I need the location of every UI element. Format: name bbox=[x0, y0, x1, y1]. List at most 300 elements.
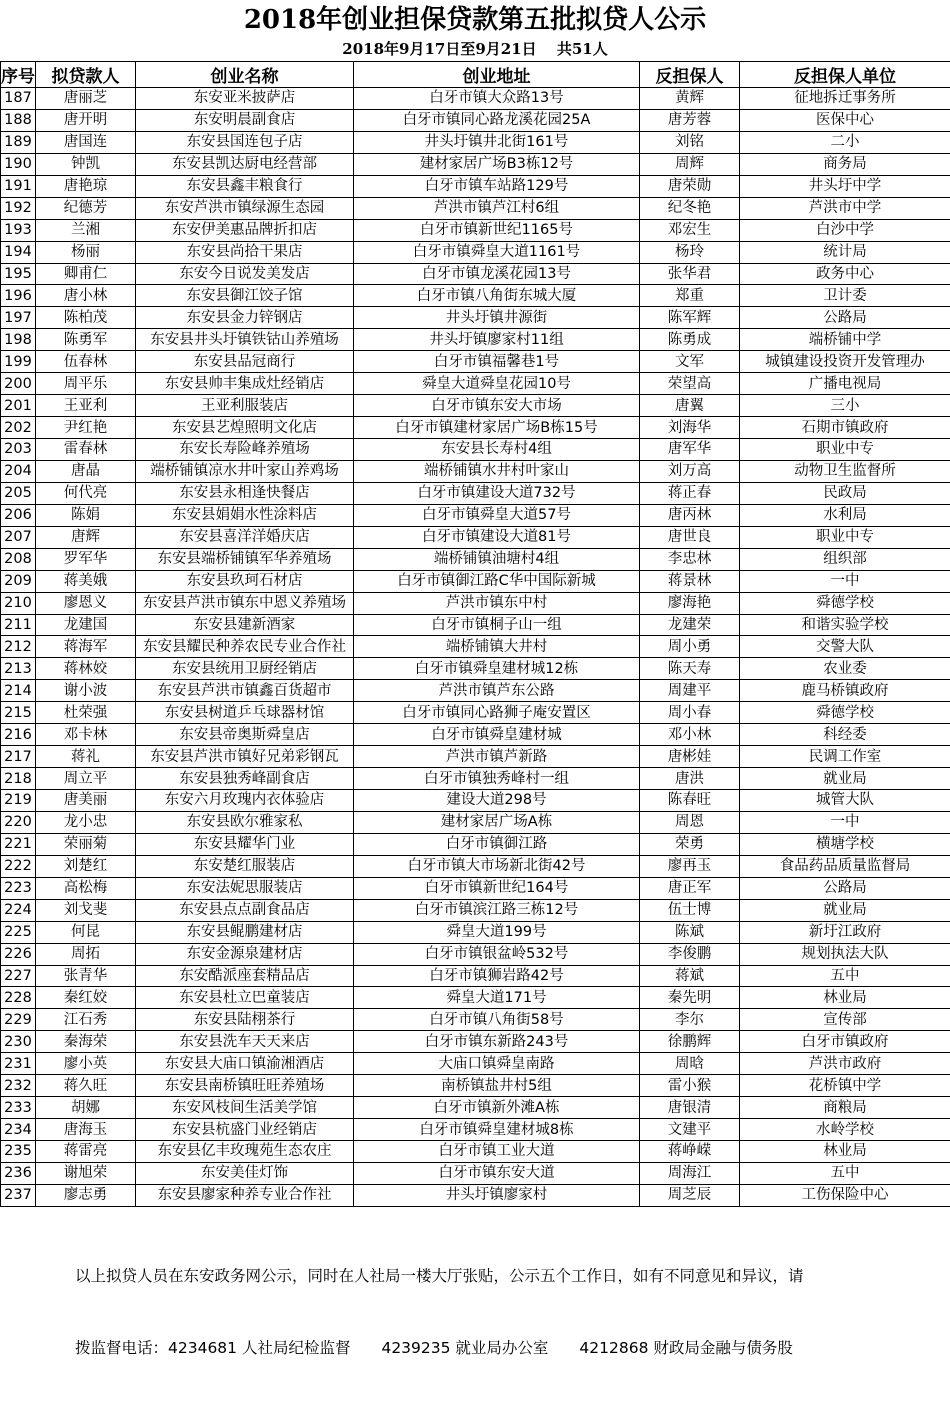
cell-guarantor-unit: 食品药品质量监督局 bbox=[740, 855, 950, 877]
cell-business-address: 白牙市镇建材家居广场B栋15号 bbox=[354, 417, 640, 439]
cell-guarantor: 周晗 bbox=[640, 1053, 740, 1075]
cell-guarantor-unit: 政务中心 bbox=[740, 263, 950, 285]
cell-borrower: 唐晶 bbox=[36, 460, 136, 482]
cell-borrower: 秦红姣 bbox=[36, 987, 136, 1009]
cell-seq: 194 bbox=[1, 241, 36, 263]
cell-business-address: 大庙口镇舜皇南路 bbox=[354, 1053, 640, 1075]
cell-seq: 197 bbox=[1, 307, 36, 329]
cell-guarantor: 唐洪 bbox=[640, 768, 740, 790]
cell-guarantor-unit: 新圩江政府 bbox=[740, 921, 950, 943]
cell-seq: 200 bbox=[1, 373, 36, 395]
cell-business-address: 芦洪市镇芦江村6组 bbox=[354, 197, 640, 219]
cell-business-name: 东安县鲲鹏建材店 bbox=[136, 921, 354, 943]
cell-business-name: 东安县玖珂石材店 bbox=[136, 570, 354, 592]
cell-business-name: 东安县耀华门业 bbox=[136, 833, 354, 855]
table-row bbox=[1, 197, 950, 219]
table-row bbox=[1, 504, 950, 526]
cell-guarantor: 邓宏生 bbox=[640, 219, 740, 241]
cell-guarantor: 廖再玉 bbox=[640, 855, 740, 877]
cell-guarantor: 纪冬艳 bbox=[640, 197, 740, 219]
cell-seq: 189 bbox=[1, 131, 36, 153]
cell-business-address: 白牙市镇舜皇建材城12栋 bbox=[354, 658, 640, 680]
cell-guarantor: 唐翼 bbox=[640, 395, 740, 417]
cell-seq: 235 bbox=[1, 1141, 36, 1163]
cell-borrower: 陈勇军 bbox=[36, 329, 136, 351]
cell-business-address: 端桥铺镇水井村叶家山 bbox=[354, 460, 640, 482]
cell-business-address: 南桥镇盐井村5组 bbox=[354, 1075, 640, 1097]
cell-guarantor: 文建平 bbox=[640, 1119, 740, 1141]
cell-seq: 198 bbox=[1, 329, 36, 351]
table-row bbox=[1, 1141, 950, 1163]
cell-business-name: 东安县鑫丰粮食行 bbox=[136, 175, 354, 197]
cell-business-name: 东安县大庙口镇渝湘酒店 bbox=[136, 1053, 354, 1075]
cell-guarantor: 唐银清 bbox=[640, 1097, 740, 1119]
cell-seq: 203 bbox=[1, 439, 36, 461]
cell-business-name: 东安县艺煌照明文化店 bbox=[136, 417, 354, 439]
cell-business-name: 东安县欧尔雅家私 bbox=[136, 811, 354, 833]
cell-guarantor-unit: 林业局 bbox=[740, 1141, 950, 1163]
table-row bbox=[1, 307, 950, 329]
cell-guarantor-unit: 城镇建设投资开发管理办 bbox=[740, 351, 950, 373]
cell-borrower: 蒋林姣 bbox=[36, 658, 136, 680]
cell-business-address: 白牙市镇新外滩A栋 bbox=[354, 1097, 640, 1119]
cell-guarantor: 郑重 bbox=[640, 285, 740, 307]
cell-borrower: 罗军华 bbox=[36, 548, 136, 570]
table-row bbox=[1, 680, 950, 702]
table-row bbox=[1, 482, 950, 504]
cell-borrower: 陈柏茂 bbox=[36, 307, 136, 329]
cell-business-address: 端桥铺镇油塘村4组 bbox=[354, 548, 640, 570]
cell-borrower: 谢小波 bbox=[36, 680, 136, 702]
cell-guarantor-unit: 职业中专 bbox=[740, 526, 950, 548]
cell-business-name: 东安县芦洪市镇东中恩义养殖场 bbox=[136, 592, 354, 614]
cell-borrower: 龙小忠 bbox=[36, 811, 136, 833]
cell-seq: 190 bbox=[1, 153, 36, 175]
cell-guarantor-unit: 广播电视局 bbox=[740, 373, 950, 395]
cell-seq: 226 bbox=[1, 943, 36, 965]
cell-business-name: 东安县南桥镇旺旺养殖场 bbox=[136, 1075, 354, 1097]
cell-guarantor: 唐世良 bbox=[640, 526, 740, 548]
cell-borrower: 唐海玉 bbox=[36, 1119, 136, 1141]
cell-business-address: 白牙市镇御江路C华中国际新城 bbox=[354, 570, 640, 592]
cell-borrower: 荣丽菊 bbox=[36, 833, 136, 855]
cell-seq: 217 bbox=[1, 746, 36, 768]
table-row bbox=[1, 702, 950, 724]
cell-business-name: 东安金源泉建材店 bbox=[136, 943, 354, 965]
cell-guarantor-unit: 宣传部 bbox=[740, 1009, 950, 1031]
cell-business-address: 井头圩镇井北街161号 bbox=[354, 131, 640, 153]
cell-borrower: 唐小林 bbox=[36, 285, 136, 307]
cell-guarantor-unit: 就业局 bbox=[740, 768, 950, 790]
cell-borrower: 胡娜 bbox=[36, 1097, 136, 1119]
cell-business-name: 东安县统用卫厨经销店 bbox=[136, 658, 354, 680]
cell-business-address: 白牙市镇独秀峰村一组 bbox=[354, 768, 640, 790]
cell-business-address: 白牙市镇舜皇大道1161号 bbox=[354, 241, 640, 263]
cell-business-name: 东安酷派座套精品店 bbox=[136, 965, 354, 987]
table-row bbox=[1, 943, 950, 965]
cell-business-address: 建材家居广场B3栋12号 bbox=[354, 153, 640, 175]
cell-seq: 231 bbox=[1, 1053, 36, 1075]
cell-seq: 225 bbox=[1, 921, 36, 943]
cell-business-address: 白牙市镇八角街东城大厦 bbox=[354, 285, 640, 307]
cell-borrower: 蒋久旺 bbox=[36, 1075, 136, 1097]
cell-seq: 227 bbox=[1, 965, 36, 987]
cell-business-name: 东安今日说发美发店 bbox=[136, 263, 354, 285]
footer-line-1: 以上拟贷人员在东安政务网公示，同时在人社局一楼大厅张贴，公示五个工作日，如有不同意见和异议，请 bbox=[0, 1264, 950, 1288]
cell-guarantor-unit: 石期市镇政府 bbox=[740, 417, 950, 439]
cell-seq: 230 bbox=[1, 1031, 36, 1053]
cell-business-address: 白牙市镇桐子山一组 bbox=[354, 614, 640, 636]
cell-business-address: 芦洪市镇芦东公路 bbox=[354, 680, 640, 702]
cell-business-address: 白牙市镇新世纪164号 bbox=[354, 877, 640, 899]
cell-borrower: 蒋海军 bbox=[36, 636, 136, 658]
cell-borrower: 杜荣强 bbox=[36, 702, 136, 724]
cell-guarantor-unit: 白沙中学 bbox=[740, 219, 950, 241]
cell-guarantor: 刘万高 bbox=[640, 460, 740, 482]
cell-business-name: 东安县娟娟水性涂料店 bbox=[136, 504, 354, 526]
cell-guarantor: 荣望高 bbox=[640, 373, 740, 395]
cell-business-address: 白牙市镇舜皇建材城 bbox=[354, 724, 640, 746]
cell-guarantor-unit: 鹿马桥镇政府 bbox=[740, 680, 950, 702]
cell-guarantor-unit: 卫计委 bbox=[740, 285, 950, 307]
cell-guarantor: 唐芳蓉 bbox=[640, 109, 740, 131]
cell-business-name: 东安美佳灯饰 bbox=[136, 1162, 354, 1184]
cell-business-address: 白牙市镇舜皇建材城8栋 bbox=[354, 1119, 640, 1141]
table-row bbox=[1, 833, 950, 855]
table-row bbox=[1, 570, 950, 592]
cell-guarantor-unit: 横塘学校 bbox=[740, 833, 950, 855]
cell-business-name: 东安芦洪市镇绿源生态园 bbox=[136, 197, 354, 219]
cell-business-address: 白牙市镇东安大道 bbox=[354, 1162, 640, 1184]
cell-business-name: 东安县喜洋洋婚庆店 bbox=[136, 526, 354, 548]
cell-business-name: 东安伊美惠品牌折扣店 bbox=[136, 219, 354, 241]
cell-business-name: 东安县杜立巴童装店 bbox=[136, 987, 354, 1009]
cell-seq: 232 bbox=[1, 1075, 36, 1097]
cell-business-address: 白牙市镇同心路龙溪花园25A bbox=[354, 109, 640, 131]
cell-guarantor: 陈春旺 bbox=[640, 790, 740, 812]
cell-guarantor: 蒋峥嵘 bbox=[640, 1141, 740, 1163]
table-row bbox=[1, 965, 950, 987]
cell-guarantor-unit: 一中 bbox=[740, 570, 950, 592]
table-row bbox=[1, 1119, 950, 1141]
cell-business-name: 东安县端桥铺镇军华养殖场 bbox=[136, 548, 354, 570]
cell-borrower: 龙建国 bbox=[36, 614, 136, 636]
cell-seq: 233 bbox=[1, 1097, 36, 1119]
cell-guarantor-unit: 民调工作室 bbox=[740, 746, 950, 768]
borrower-table bbox=[0, 61, 950, 1207]
cell-business-name: 东安风枝间生活美学馆 bbox=[136, 1097, 354, 1119]
cell-guarantor: 秦先明 bbox=[640, 987, 740, 1009]
cell-guarantor: 唐正军 bbox=[640, 877, 740, 899]
table-row bbox=[1, 1162, 950, 1184]
cell-seq: 237 bbox=[1, 1184, 36, 1206]
cell-business-name: 东安县杭盛门业经销店 bbox=[136, 1119, 354, 1141]
cell-borrower: 刘楚红 bbox=[36, 855, 136, 877]
cell-borrower: 杨丽 bbox=[36, 241, 136, 263]
table-row bbox=[1, 241, 950, 263]
cell-business-address: 白牙市镇车站路129号 bbox=[354, 175, 640, 197]
cell-borrower: 唐丽芝 bbox=[36, 88, 136, 110]
table-row bbox=[1, 921, 950, 943]
cell-seq: 218 bbox=[1, 768, 36, 790]
cell-borrower: 谢旭荣 bbox=[36, 1162, 136, 1184]
cell-business-address: 舜皇大道舜皇花园10号 bbox=[354, 373, 640, 395]
column-header-borrower: 拟贷款人 bbox=[36, 62, 136, 88]
cell-guarantor-unit: 五中 bbox=[740, 965, 950, 987]
cell-business-name: 东安亚米披萨店 bbox=[136, 88, 354, 110]
column-header-business-address: 创业地址 bbox=[354, 62, 640, 88]
cell-borrower: 唐辉 bbox=[36, 526, 136, 548]
footer-line-2: 拨监督电话：4234681 人社局纪检监督 4239235 就业局办公室 4212868 财政局金融与债务股 bbox=[0, 1336, 950, 1360]
cell-business-address: 井头圩镇井源街 bbox=[354, 307, 640, 329]
cell-guarantor-unit: 水岭学校 bbox=[740, 1119, 950, 1141]
column-header-seq: 序号 bbox=[1, 62, 36, 88]
table-row bbox=[1, 439, 950, 461]
cell-seq: 210 bbox=[1, 592, 36, 614]
cell-guarantor-unit: 花桥镇中学 bbox=[740, 1075, 950, 1097]
cell-guarantor-unit: 民政局 bbox=[740, 482, 950, 504]
cell-guarantor-unit: 三小 bbox=[740, 395, 950, 417]
cell-seq: 209 bbox=[1, 570, 36, 592]
cell-borrower: 廖恩义 bbox=[36, 592, 136, 614]
cell-guarantor-unit: 征地拆迁事务所 bbox=[740, 88, 950, 110]
cell-guarantor: 唐军华 bbox=[640, 439, 740, 461]
table-row bbox=[1, 526, 950, 548]
cell-guarantor: 周辉 bbox=[640, 153, 740, 175]
cell-business-address: 白牙市镇狮岩路42号 bbox=[354, 965, 640, 987]
cell-borrower: 周平乐 bbox=[36, 373, 136, 395]
cell-guarantor: 周小勇 bbox=[640, 636, 740, 658]
cell-guarantor-unit: 白牙市镇政府 bbox=[740, 1031, 950, 1053]
cell-guarantor-unit: 商务局 bbox=[740, 153, 950, 175]
cell-business-address: 白牙市镇新世纪1165号 bbox=[354, 219, 640, 241]
cell-business-address: 白牙市镇龙溪花园13号 bbox=[354, 263, 640, 285]
cell-business-name: 东安县建新酒家 bbox=[136, 614, 354, 636]
table-row bbox=[1, 153, 950, 175]
cell-borrower: 纪德芳 bbox=[36, 197, 136, 219]
cell-guarantor: 雷小猴 bbox=[640, 1075, 740, 1097]
cell-borrower: 廖志勇 bbox=[36, 1184, 136, 1206]
table-row bbox=[1, 88, 950, 110]
cell-business-address: 白牙市镇八角街58号 bbox=[354, 1009, 640, 1031]
cell-guarantor: 荣勇 bbox=[640, 833, 740, 855]
cell-guarantor: 李忠林 bbox=[640, 548, 740, 570]
cell-business-name: 东安县帝奥斯舜皇店 bbox=[136, 724, 354, 746]
cell-guarantor-unit: 动物卫生监督所 bbox=[740, 460, 950, 482]
cell-business-address: 井头圩镇廖家村 bbox=[354, 1184, 640, 1206]
cell-guarantor: 蒋景林 bbox=[640, 570, 740, 592]
table-row bbox=[1, 724, 950, 746]
cell-guarantor-unit: 农业委 bbox=[740, 658, 950, 680]
table-row bbox=[1, 1009, 950, 1031]
cell-borrower: 兰湘 bbox=[36, 219, 136, 241]
cell-business-address: 端桥铺镇大井村 bbox=[354, 636, 640, 658]
cell-guarantor-unit: 舜德学校 bbox=[740, 592, 950, 614]
cell-seq: 216 bbox=[1, 724, 36, 746]
cell-guarantor-unit: 和谐实验学校 bbox=[740, 614, 950, 636]
cell-business-name: 东安县廖家种养专业合作社 bbox=[136, 1184, 354, 1206]
table-row bbox=[1, 1097, 950, 1119]
cell-seq: 224 bbox=[1, 899, 36, 921]
cell-borrower: 何代亮 bbox=[36, 482, 136, 504]
table-row bbox=[1, 877, 950, 899]
cell-guarantor: 刘海华 bbox=[640, 417, 740, 439]
cell-guarantor: 周海江 bbox=[640, 1162, 740, 1184]
cell-business-name: 东安县点点副食品店 bbox=[136, 899, 354, 921]
column-header-business-name: 创业名称 bbox=[136, 62, 354, 88]
cell-business-name: 东安县国连包子店 bbox=[136, 131, 354, 153]
cell-guarantor: 龙建荣 bbox=[640, 614, 740, 636]
cell-borrower: 江石秀 bbox=[36, 1009, 136, 1031]
cell-seq: 219 bbox=[1, 790, 36, 812]
cell-business-address: 芦洪市镇东中村 bbox=[354, 592, 640, 614]
cell-guarantor: 周芝辰 bbox=[640, 1184, 740, 1206]
cell-guarantor-unit: 二小 bbox=[740, 131, 950, 153]
table-row bbox=[1, 658, 950, 680]
cell-guarantor: 唐丙林 bbox=[640, 504, 740, 526]
cell-guarantor: 黄辉 bbox=[640, 88, 740, 110]
table-body bbox=[1, 88, 950, 1207]
cell-guarantor: 陈斌 bbox=[640, 921, 740, 943]
cell-business-name: 东安县陆栩茶行 bbox=[136, 1009, 354, 1031]
table-row bbox=[1, 373, 950, 395]
cell-borrower: 邓卡林 bbox=[36, 724, 136, 746]
table-row bbox=[1, 263, 950, 285]
cell-business-address: 白牙市镇东安大市场 bbox=[354, 395, 640, 417]
column-header-guarantor-unit: 反担保人单位 bbox=[740, 62, 950, 88]
cell-seq: 193 bbox=[1, 219, 36, 241]
cell-seq: 208 bbox=[1, 548, 36, 570]
cell-business-name: 王亚利服装店 bbox=[136, 395, 354, 417]
cell-guarantor-unit: 统计局 bbox=[740, 241, 950, 263]
cell-business-name: 东安六月玫瑰内衣体验店 bbox=[136, 790, 354, 812]
cell-seq: 211 bbox=[1, 614, 36, 636]
cell-business-name: 东安县树道乒乓球器材馆 bbox=[136, 702, 354, 724]
cell-seq: 205 bbox=[1, 482, 36, 504]
cell-seq: 196 bbox=[1, 285, 36, 307]
cell-borrower: 蒋美娥 bbox=[36, 570, 136, 592]
table-row bbox=[1, 395, 950, 417]
table-row bbox=[1, 175, 950, 197]
table-row bbox=[1, 417, 950, 439]
cell-guarantor-unit: 公路局 bbox=[740, 307, 950, 329]
table-row bbox=[1, 636, 950, 658]
cell-borrower: 周拓 bbox=[36, 943, 136, 965]
cell-business-address: 白牙市镇建设大道732号 bbox=[354, 482, 640, 504]
table-row bbox=[1, 329, 950, 351]
cell-guarantor: 邓小林 bbox=[640, 724, 740, 746]
table-row bbox=[1, 811, 950, 833]
table-row bbox=[1, 131, 950, 153]
cell-business-name: 东安县芦洪市镇鑫百货超市 bbox=[136, 680, 354, 702]
cell-business-address: 白牙市镇大众路13号 bbox=[354, 88, 640, 110]
cell-business-address: 白牙市镇福馨巷1号 bbox=[354, 351, 640, 373]
cell-business-name: 东安县御江饺子馆 bbox=[136, 285, 354, 307]
cell-guarantor: 徐鹏辉 bbox=[640, 1031, 740, 1053]
cell-guarantor: 蒋斌 bbox=[640, 965, 740, 987]
cell-guarantor-unit: 规划执法大队 bbox=[740, 943, 950, 965]
cell-guarantor-unit: 井头圩中学 bbox=[740, 175, 950, 197]
page-title: 2018年创业担保贷款第五批拟贷人公示 bbox=[0, 4, 950, 36]
cell-guarantor-unit: 舜德学校 bbox=[740, 702, 950, 724]
cell-business-name: 东安明晨副食店 bbox=[136, 109, 354, 131]
cell-guarantor-unit: 就业局 bbox=[740, 899, 950, 921]
cell-business-name: 东安县亿丰玫瑰苑生态农庄 bbox=[136, 1141, 354, 1163]
cell-borrower: 高松梅 bbox=[36, 877, 136, 899]
cell-borrower: 伍春林 bbox=[36, 351, 136, 373]
cell-business-address: 白牙市镇银盆岭532号 bbox=[354, 943, 640, 965]
cell-guarantor-unit: 交警大队 bbox=[740, 636, 950, 658]
cell-borrower: 尹红艳 bbox=[36, 417, 136, 439]
cell-business-address: 白牙市镇滨江路三栋12号 bbox=[354, 899, 640, 921]
cell-seq: 223 bbox=[1, 877, 36, 899]
cell-business-name: 东安县凯达厨电经营部 bbox=[136, 153, 354, 175]
cell-borrower: 王亚利 bbox=[36, 395, 136, 417]
cell-guarantor: 李俊鹏 bbox=[640, 943, 740, 965]
cell-seq: 228 bbox=[1, 987, 36, 1009]
cell-business-name: 东安楚红服装店 bbox=[136, 855, 354, 877]
cell-guarantor-unit: 商粮局 bbox=[740, 1097, 950, 1119]
cell-guarantor: 唐彬娃 bbox=[640, 746, 740, 768]
cell-business-name: 东安县耀民种养农民专业合作社 bbox=[136, 636, 354, 658]
cell-guarantor: 廖海艳 bbox=[640, 592, 740, 614]
cell-business-name: 东安县井头圩镇铁钴山养殖场 bbox=[136, 329, 354, 351]
cell-seq: 221 bbox=[1, 833, 36, 855]
table-header-row bbox=[1, 62, 950, 88]
cell-guarantor: 刘铭 bbox=[640, 131, 740, 153]
cell-business-name: 东安县品冠商行 bbox=[136, 351, 354, 373]
cell-seq: 206 bbox=[1, 504, 36, 526]
cell-borrower: 秦海荣 bbox=[36, 1031, 136, 1053]
table-row bbox=[1, 1075, 950, 1097]
cell-business-address: 白牙市镇东新路243号 bbox=[354, 1031, 640, 1053]
cell-guarantor: 陈勇成 bbox=[640, 329, 740, 351]
cell-guarantor: 陈天寿 bbox=[640, 658, 740, 680]
cell-business-address: 芦洪市镇芦新路 bbox=[354, 746, 640, 768]
cell-seq: 201 bbox=[1, 395, 36, 417]
cell-business-name: 东安县独秀峰副食店 bbox=[136, 768, 354, 790]
cell-guarantor-unit: 医保中心 bbox=[740, 109, 950, 131]
cell-seq: 199 bbox=[1, 351, 36, 373]
table-row bbox=[1, 351, 950, 373]
cell-guarantor-unit: 芦洪市政府 bbox=[740, 1053, 950, 1075]
cell-guarantor: 周恩 bbox=[640, 811, 740, 833]
cell-seq: 204 bbox=[1, 460, 36, 482]
cell-business-address: 白牙市镇御江路 bbox=[354, 833, 640, 855]
cell-borrower: 唐艳琼 bbox=[36, 175, 136, 197]
cell-borrower: 周立平 bbox=[36, 768, 136, 790]
cell-business-name: 东安县永相逢快餐店 bbox=[136, 482, 354, 504]
cell-business-name: 东安法妮思服装店 bbox=[136, 877, 354, 899]
cell-business-name: 东安长寿险峰养殖场 bbox=[136, 439, 354, 461]
page-subtitle: 2018年9月17日至9月21日 共51人 bbox=[0, 39, 950, 59]
column-header-guarantor: 反担保人 bbox=[640, 62, 740, 88]
cell-borrower: 唐开明 bbox=[36, 109, 136, 131]
cell-business-address: 建材家居广场A栋 bbox=[354, 811, 640, 833]
cell-guarantor: 陈军辉 bbox=[640, 307, 740, 329]
table-row bbox=[1, 1053, 950, 1075]
cell-seq: 212 bbox=[1, 636, 36, 658]
cell-business-address: 白牙市镇工业大道 bbox=[354, 1141, 640, 1163]
table-row bbox=[1, 855, 950, 877]
cell-guarantor: 周小春 bbox=[640, 702, 740, 724]
table-row bbox=[1, 987, 950, 1009]
cell-guarantor-unit: 端桥铺中学 bbox=[740, 329, 950, 351]
cell-guarantor-unit: 城管大队 bbox=[740, 790, 950, 812]
cell-business-address: 白牙市镇同心路狮子庵安置区 bbox=[354, 702, 640, 724]
cell-borrower: 廖小英 bbox=[36, 1053, 136, 1075]
cell-business-name: 东安县尚拾干果店 bbox=[136, 241, 354, 263]
